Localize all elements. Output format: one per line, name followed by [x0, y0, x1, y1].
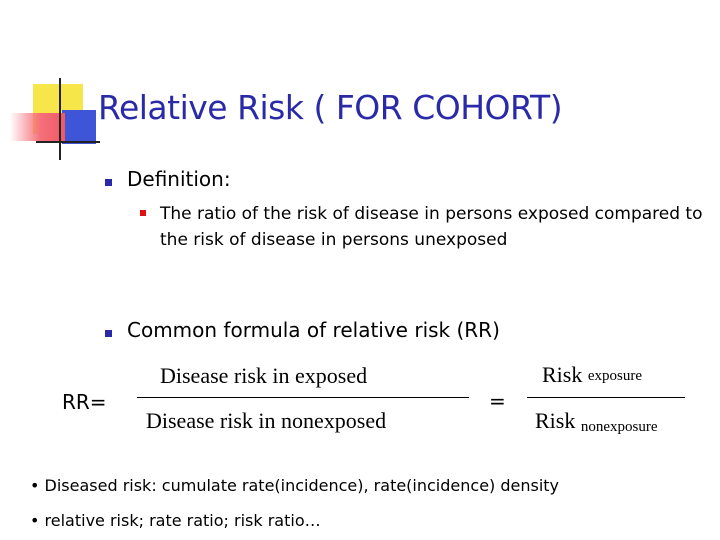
definition-heading: Definition:: [127, 167, 231, 191]
formula-denominator: Disease risk in nonexposed: [146, 408, 387, 433]
formula-numerator: Disease risk in exposed: [160, 363, 368, 388]
bullet-definition: [105, 179, 112, 186]
fraction-bar-left: [137, 397, 469, 398]
nonexposure-subscript: nonexposure: [580, 419, 658, 435]
exposure-subscript: exposure: [587, 368, 643, 384]
definition-text: The ratio of the risk of disease in persons exposed compared to the risk of disease in persons unexposed: [160, 204, 703, 250]
formula-right-numerator: [542, 362, 642, 388]
formula-heading: Common formula of relative risk (RR): [127, 318, 500, 342]
formula-lhs: RR=: [62, 390, 107, 414]
decor-red-square: [10, 113, 65, 141]
bullet-definition-text: [140, 210, 146, 216]
formula-right-denominator: [535, 408, 658, 436]
decor-blue-square: [62, 110, 96, 144]
note-relative-risk-synonyms: • relative risk; rate ratio; risk ratio…: [30, 511, 321, 530]
note-diseased-risk: • Diseased risk: cumulate rate(incidence), rate(incidence) density: [30, 476, 560, 495]
formula-equals: =: [489, 389, 506, 413]
bullet-formula: [105, 330, 112, 337]
page-title: Relative Risk ( FOR COHORT): [98, 88, 563, 127]
risk-word-bottom: Risk: [535, 408, 576, 433]
decor-horizontal-line: [36, 141, 100, 143]
fraction-bar-right: [527, 397, 685, 398]
risk-word-top: Risk: [542, 362, 583, 387]
decor-vertical-line: [59, 78, 61, 160]
